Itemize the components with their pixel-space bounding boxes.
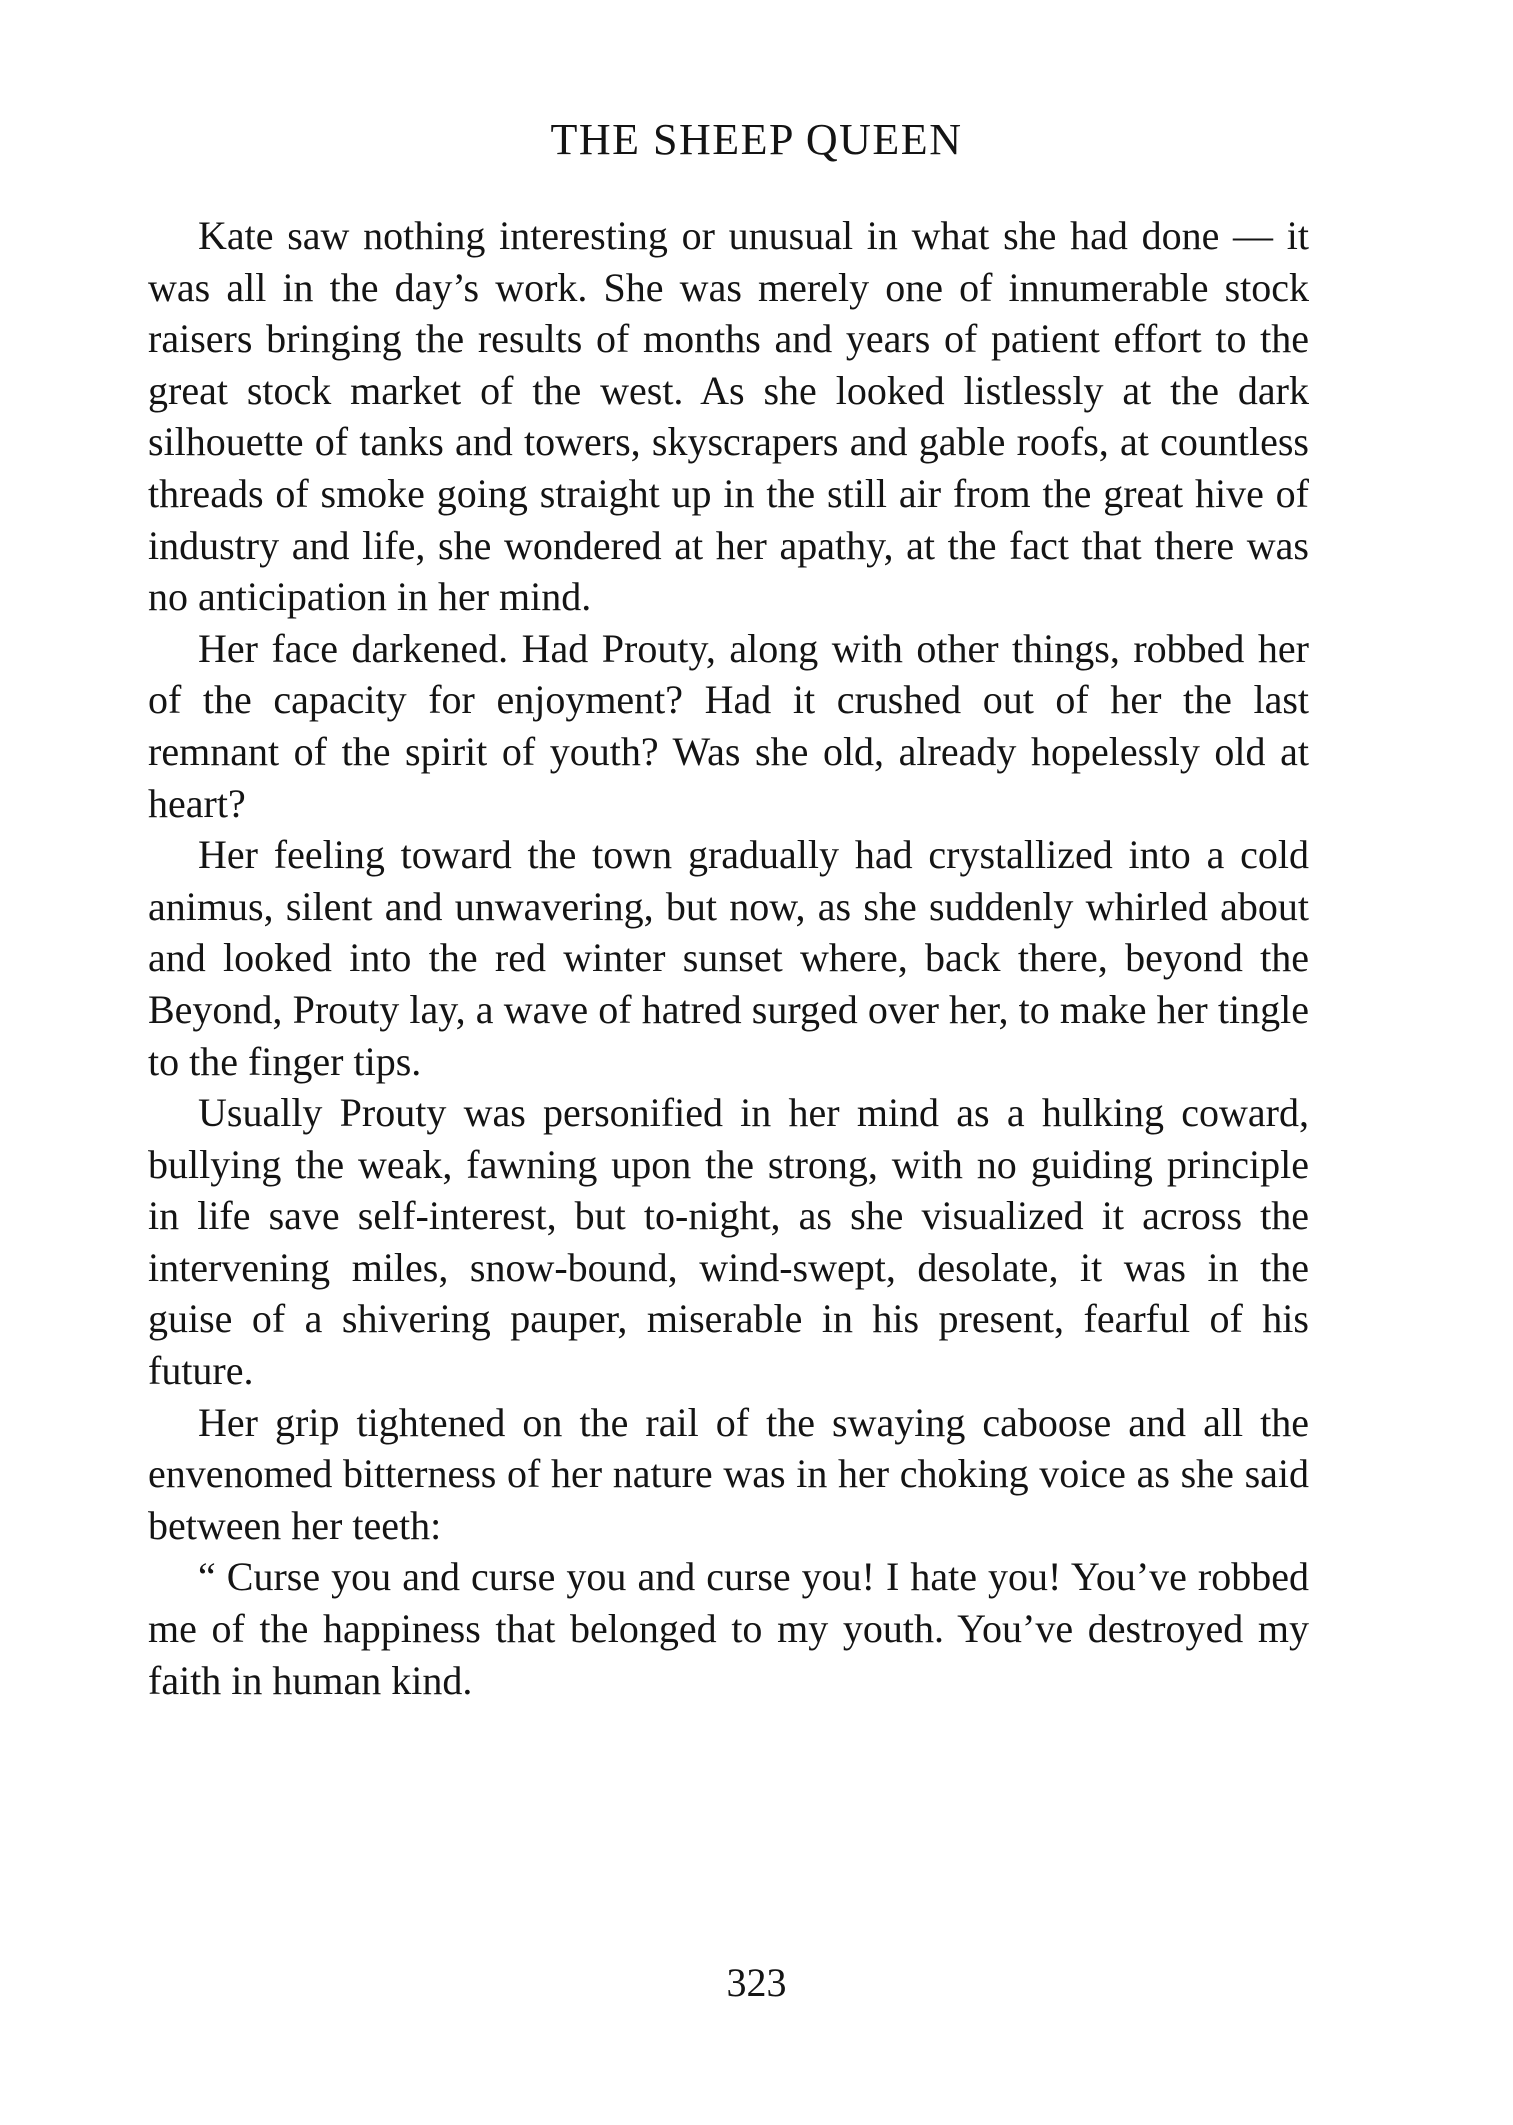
paragraph-3: Her feeling toward the town gradually had crystallized into a cold animus, silent and unwavering, but now, as she suddenly whirled about and looked into the red winter sunset where, back there, beyond the Beyond, Prouty lay, a wave of hatred surged over her, to make her tingle to the finger tips. (148, 832, 1309, 1084)
paragraph-6: “ Curse you and curse you and curse you! I hate you! You’ve robbed me of the happiness that belonged to my youth. You’ve destroyed my faith in human kind. (148, 1554, 1309, 1703)
paragraph-1: Kate saw nothing interesting or unusual in what she had done — it was all in the day’s work. She was merely one of innumerable stock raisers bringing the results of months and years of patient effort to the great stock market of the west. As she looked listlessly at the dark silhouette of tanks and towers, skyscrapers and gable roofs, at countless threads of smoke going straight up in the still air from the great hive of industry and life, she wondered at her apathy, at the fact that there was no anticipation in her mind. (148, 213, 1309, 620)
paragraph-2: Her face darkened. Had Prouty, along with other things, robbed her of the capacity for enjoyment? Had it crushed out of her the last remnant of the spirit of youth? Was she old, already hopelessly old at heart? (148, 625, 1309, 826)
running-title: THE SHEEP QUEEN (550, 115, 963, 164)
body-text (148, 210, 1309, 1706)
paragraph-5: Her grip tightened on the rail of the swaying caboose and all the envenomed bitterness of her nature was in her choking voice as she said between her teeth: (148, 1399, 1309, 1548)
page-number: 323 (726, 1960, 787, 2005)
paragraph-4: Usually Prouty was personified in her mind as a hulking coward, bullying the weak, fawning upon the strong, with no guiding principle in life save self-interest, but to-night, as she visualized it across the intervening miles, snow-bound, wind-swept, desolate, it was in the guise of a shivering pauper, miserable in his present, fearful of his future. (148, 1090, 1309, 1394)
